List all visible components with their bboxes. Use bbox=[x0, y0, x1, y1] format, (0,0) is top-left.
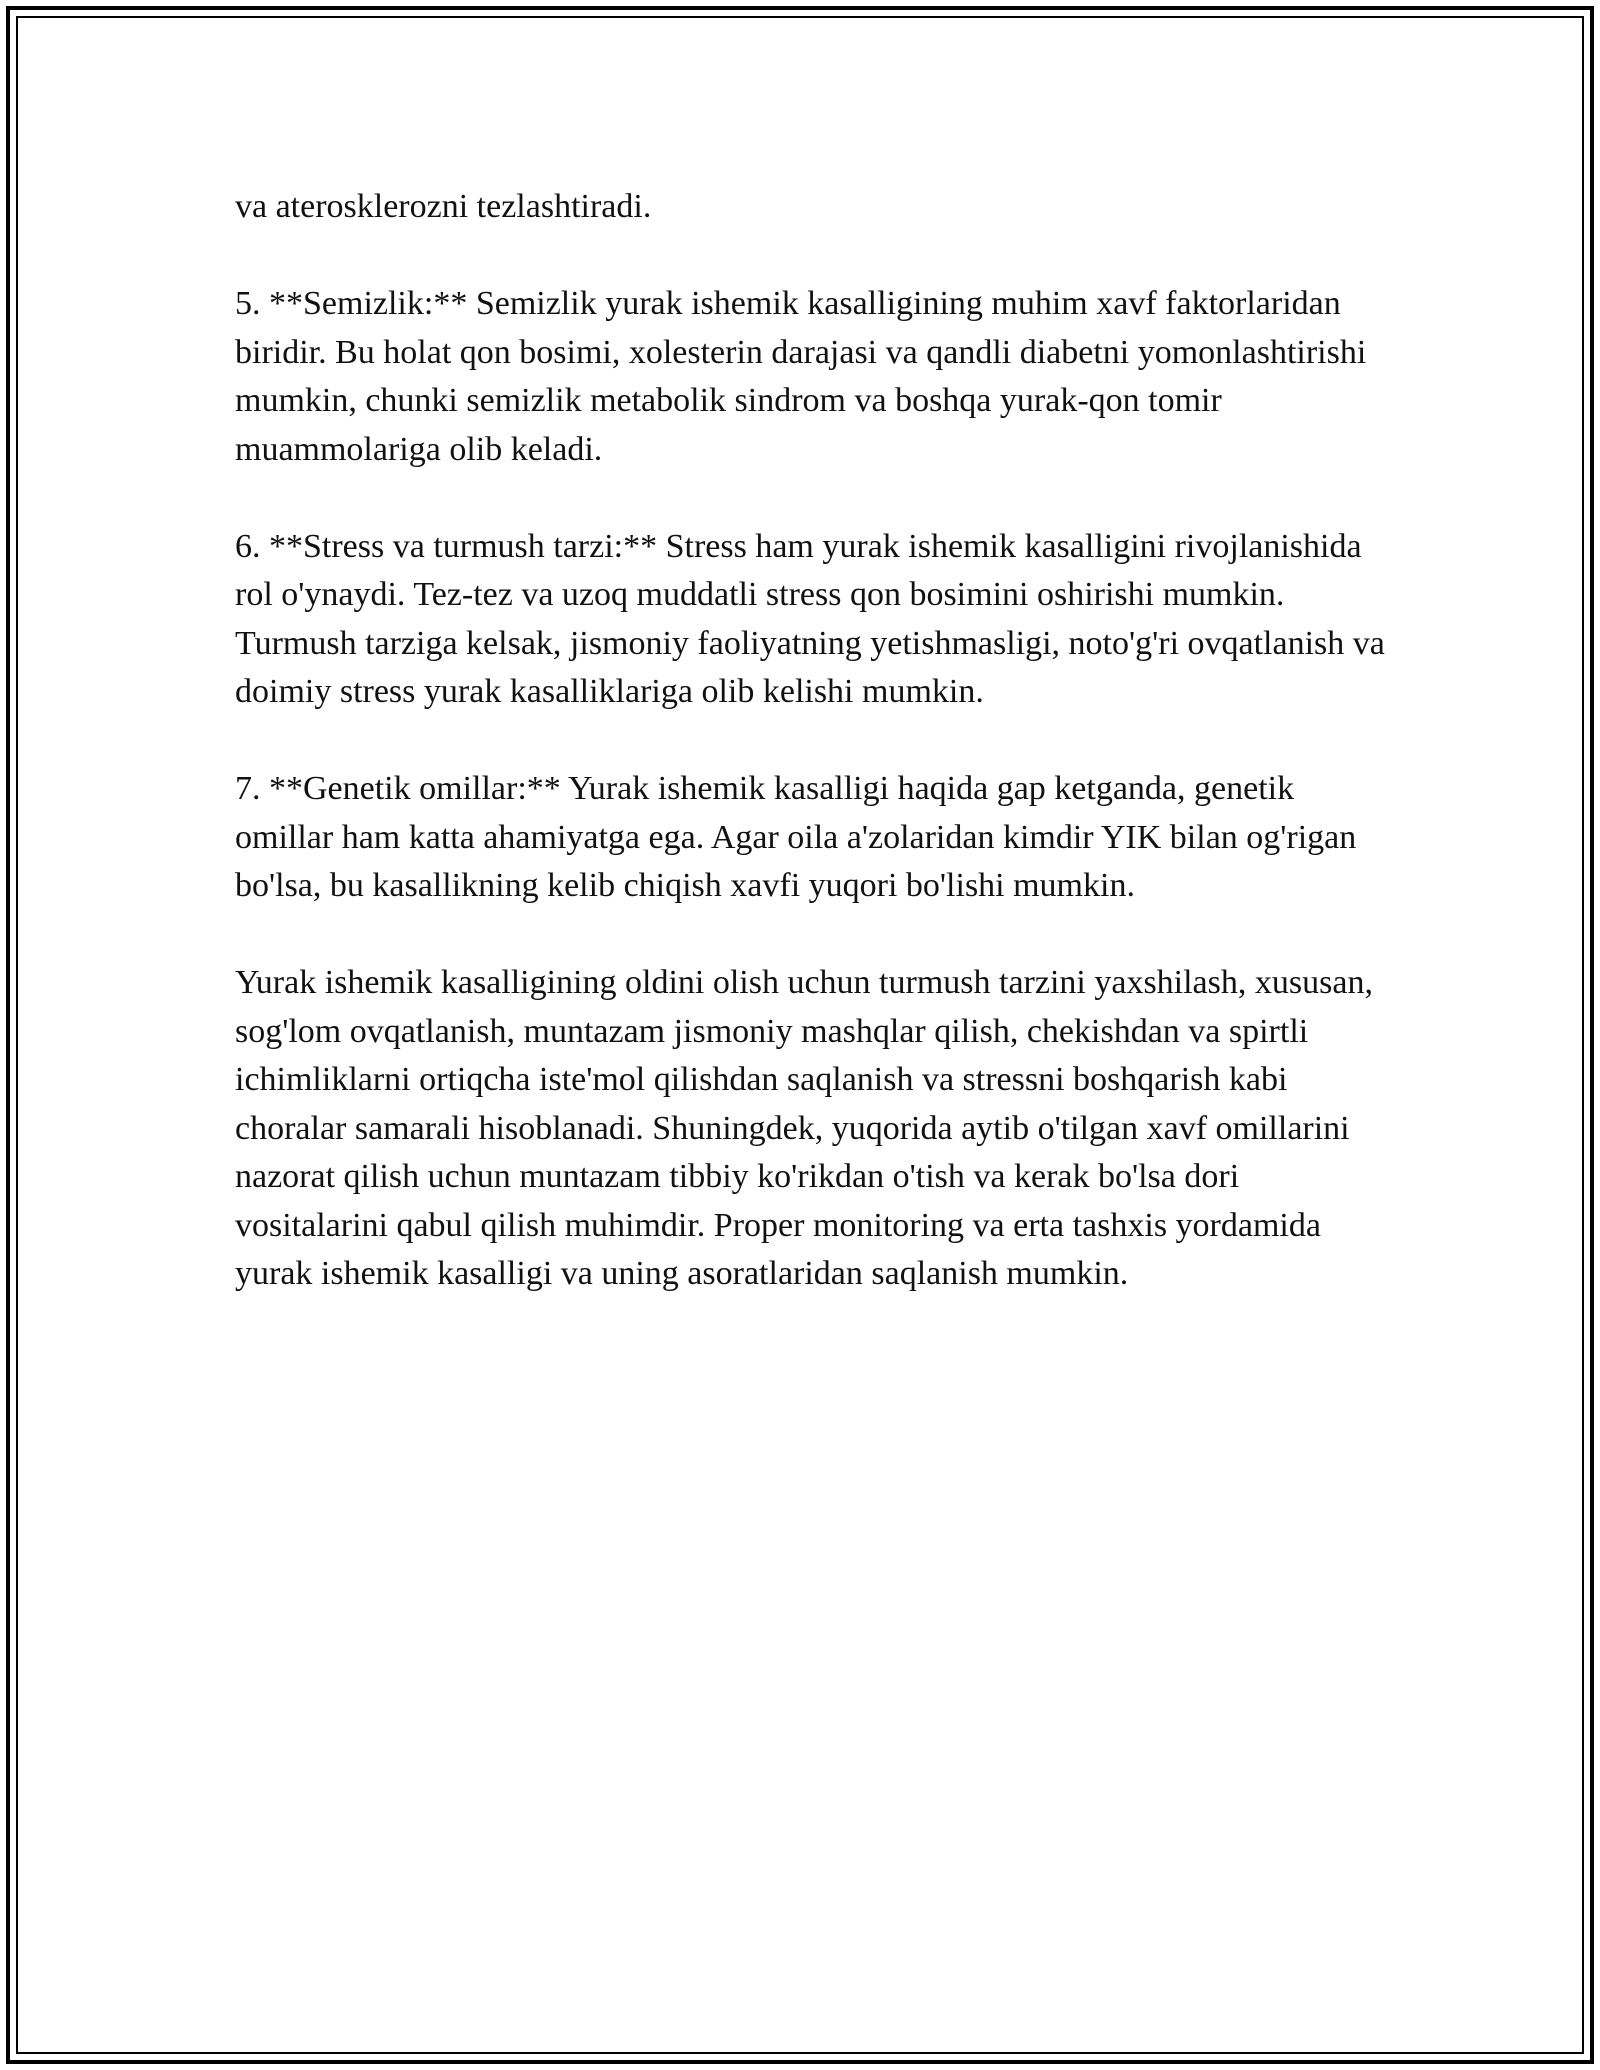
paragraph-item-6-stress: 6. **Stress va turmush tarzi:** Stress ham yurak ishemik kasalligini rivojlanishida rol o'ynaydi. Tez-tez va uzoq muddatli stress qon bosimini oshirishi mumkin. Turmush tarziga kelsak, jismoniy faoliyatning yetishmasligi, noto'g'ri ovqatlanish va doimiy stress yurak kasalliklariga olib kelishi mumkin. bbox=[235, 527, 1385, 710]
paragraph-item-5-semizlik: 5. **Semizlik:** Semizlik yurak ishemik kasalligining muhim xavf faktorlaridan biridir. Bu holat qon bosimi, xolesterin darajasi va qandli diabetni yomonlashtirishi mumkin, chunki semizlik metabolik sindrom va boshqa yurak-qon tomir muammolariga olib keladi. bbox=[235, 285, 1367, 468]
paragraph-continuation: va aterosklerozni tezlashtiradi. bbox=[235, 188, 652, 225]
paragraph-conclusion: Yurak ishemik kasalligining oldini olish uchun turmush tarzini yaxshilash, xususan, sog'lom ovqatlanish, muntazam jismoniy mashqlar qilish, chekishdan va spirtli ichimliklarni ortiqcha iste'mol qilishdan saqlanish va stressni boshqarish kabi choralar samarali hisoblanadi. Shuningdek, yuqorida aytib o'tilgan xavf omillarini nazorat qilish uchun muntazam tibbiy ko'rikdan o'tish va kerak bo'lsa dori vositalarini qabul qilish muhimdir. Proper monitoring va erta tashxis yordamida yurak ishemik kasalligi va uning asoratlaridan saqlanish mumkin. bbox=[235, 964, 1373, 1292]
document-body bbox=[235, 183, 1385, 1299]
paragraph-item-7-genetik: 7. **Genetik omillar:** Yurak ishemik kasalligi haqida gap ketganda, genetik omillar ham katta ahamiyatga ega. Agar oila a'zolaridan kimdir YIK bilan og'rigan bo'lsa, bu kasallikning kelib chiqish xavfi yuqori bo'lishi mumkin. bbox=[235, 770, 1357, 904]
